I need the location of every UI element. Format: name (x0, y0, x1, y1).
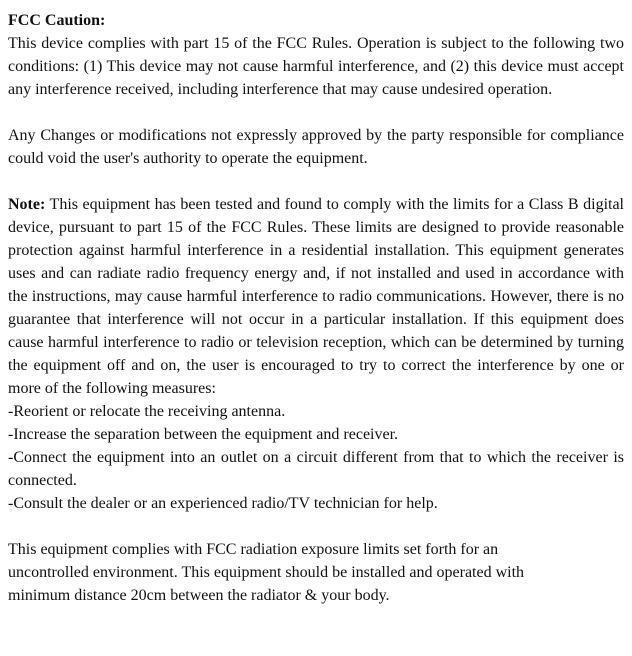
measure-item: -Reorient or relocate the receiving antenna. (8, 403, 286, 420)
paragraph-spacer (8, 170, 624, 193)
note-label: Note: (8, 196, 46, 213)
rf-exposure-line: This equipment complies with FCC radiation exposure limits set forth for an (8, 541, 499, 558)
modifications-paragraph: Any Changes or modifications not expressly approved by the party responsible for compliance could void the user's authority to operate the equipment. (8, 127, 624, 167)
paragraph-spacer (8, 515, 624, 538)
rf-exposure-line: minimum distance 20cm between the radiator & your body. (8, 587, 390, 604)
note-text: This equipment has been tested and found to comply with the limits for a Class B digital device, pursuant to part 15 of the FCC Rules. These limits are designed to provide reasonable protection against harmful interference in a residential installation. This equipment generates uses and can radiate radio frequency energy and, if not installed and used in accordance with the instructions, may cause harmful interference to radio communications. However, there is no guarantee that interference will not occur in a particular installation. If this equipment does cause harmful interference to radio or television reception, which can be determined by turning the equipment off and on, the user is encouraged to try to correct the interference by one or more of the following measures: (8, 196, 624, 397)
measure-item: -Connect the equipment into an outlet on a circuit different from that to which the receiver is connected. (8, 449, 624, 489)
note-paragraph (8, 193, 624, 400)
rf-exposure-line: uncontrolled environment. This equipment should be installed and operated with (8, 564, 525, 581)
paragraph-spacer (8, 101, 624, 124)
fcc-caution-title: FCC Caution: (8, 12, 106, 29)
compliance-paragraph: This device complies with part 15 of the FCC Rules. Operation is subject to the following two conditions: (1) This device may not cause harmful interference, and (2) this device must accept any interference received, including interference that may cause undesired operation. (8, 35, 624, 98)
measure-item: -Increase the separation between the equipment and receiver. (8, 426, 399, 443)
measure-item: -Consult the dealer or an experienced radio/TV technician for help. (8, 495, 438, 512)
